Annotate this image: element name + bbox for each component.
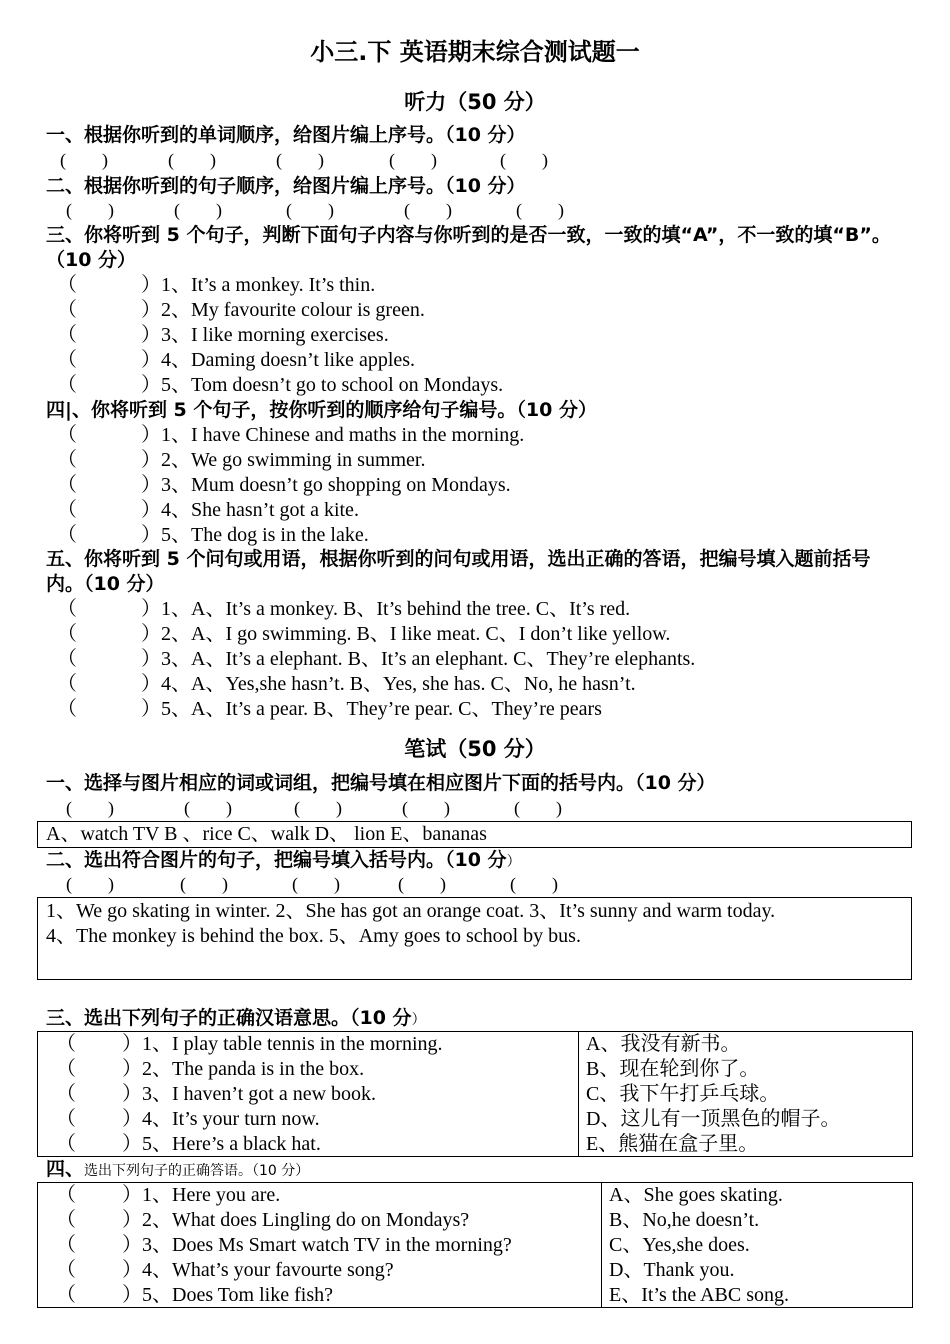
answer-blank[interactable]: （ <box>57 374 77 396</box>
paren-slot[interactable]: ( ) <box>180 874 228 894</box>
answer-blank[interactable]: （ <box>57 499 77 521</box>
answer-parens-row-1 <box>60 150 548 170</box>
answer-option: E、熊猫在盒子里。 <box>586 1133 759 1155</box>
answer-blank[interactable]: （ <box>57 673 77 695</box>
question-line <box>57 273 375 298</box>
paren-slot[interactable]: ( ) <box>292 874 340 894</box>
answer-option: D、这儿有一顶黑色的帽子。 <box>586 1108 841 1130</box>
paren-slot[interactable]: ( ) <box>66 874 114 894</box>
paren-slot[interactable]: ( ) <box>404 200 452 220</box>
paren-slot[interactable]: ( ) <box>66 798 114 818</box>
question-text: ）4、It’s your turn now. <box>122 1108 320 1130</box>
table-row-question <box>56 1057 364 1082</box>
question-text: ）3、I like morning exercises. <box>141 324 389 346</box>
word-options-box <box>37 821 912 848</box>
paren-slot[interactable]: ( ) <box>168 150 216 170</box>
question-text: ）4、A、Yes,she hasn’t. B、Yes, she has. C、No, he hasn’t. <box>141 673 636 695</box>
paren-slot[interactable]: ( ) <box>184 798 232 818</box>
answer-option: A、She goes skating. <box>609 1184 783 1206</box>
question-text: ）1、A、It’s a monkey. B、It’s behind the tree. C、It’s red. <box>141 598 631 620</box>
answer-blank[interactable]: （ <box>57 648 77 670</box>
question-line <box>57 498 359 523</box>
question-text: ）4、What’s your favourte song? <box>122 1259 394 1281</box>
question-text: ）5、Here’s a black hat. <box>122 1133 321 1155</box>
table-row-question <box>56 1283 333 1308</box>
answer-option: E、It’s the ABC song. <box>609 1284 790 1306</box>
listening-section-4-label: 四|、你将听到 5 个句子，按你听到的顺序给句子编号。（10 分） <box>46 399 597 421</box>
answer-blank[interactable]: （ <box>57 424 77 446</box>
question-text: ）4、She hasn’t got a kite. <box>141 499 359 521</box>
answer-blank[interactable]: （ <box>57 299 77 321</box>
answer-blank[interactable]: （ <box>57 698 77 720</box>
question-text: ）2、A、I go swimming. B、I like meat. C、I don’t like yellow. <box>141 623 671 645</box>
listening-section-2-label: 二、根据你听到的句子顺序，给图片编上序号。（10 分） <box>46 175 526 197</box>
question-line <box>57 323 389 348</box>
answer-parens-row-2 <box>66 200 564 220</box>
answer-blank[interactable]: （ <box>56 1058 76 1080</box>
listening-heading: 听力（50 分） <box>404 90 546 114</box>
answer-option: C、Yes,she does. <box>609 1234 750 1256</box>
paren-slot[interactable]: ( ) <box>500 150 548 170</box>
paren-slot[interactable]: ( ) <box>174 200 222 220</box>
answer-blank[interactable]: （ <box>56 1133 76 1155</box>
sentence-options-box <box>37 897 912 980</box>
paren-slot[interactable]: ( ) <box>389 150 437 170</box>
answer-blank[interactable]: （ <box>56 1108 76 1130</box>
paren-slot[interactable]: ( ) <box>286 200 334 220</box>
writing-section-3-label: 三、选出下列句子的正确汉语意思。（10 分） <box>46 1007 426 1029</box>
question-text: ）3、Mum doesn’t go shopping on Mondays. <box>141 474 511 496</box>
table-row-question <box>56 1183 280 1208</box>
question-text: ）3、A、It’s a elephant. B、It’s an elephant. C、They’re elephants. <box>141 648 696 670</box>
answer-blank[interactable]: （ <box>56 1259 76 1281</box>
answer-blank[interactable]: （ <box>57 274 77 296</box>
table-row-question <box>56 1233 512 1258</box>
paren-slot[interactable]: ( ) <box>60 150 108 170</box>
question-text: ）4、Daming doesn’t like apples. <box>141 349 416 371</box>
answer-blank[interactable]: （ <box>57 449 77 471</box>
question-line <box>57 597 630 622</box>
paren-slot[interactable]: ( ) <box>294 798 342 818</box>
answer-match-table <box>37 1182 913 1308</box>
answer-parens-row-4 <box>66 874 558 894</box>
question-text: ）5、Tom doesn’t go to school on Mondays. <box>141 374 504 396</box>
answer-parens-row-3 <box>66 798 562 818</box>
table-row-question <box>56 1208 469 1233</box>
answer-blank[interactable]: （ <box>56 1284 76 1306</box>
question-text: ）3、Does Ms Smart watch TV in the morning? <box>122 1234 512 1256</box>
question-line <box>57 348 415 373</box>
paren-slot[interactable]: ( ) <box>402 798 450 818</box>
table-row-question <box>56 1107 320 1132</box>
question-line <box>57 697 602 722</box>
writing-section-1-label: 一、选择与图片相应的词或词组，把编号填在相应图片下面的括号内。（10 分） <box>46 772 716 794</box>
answer-blank[interactable]: （ <box>57 474 77 496</box>
question-line <box>57 622 670 647</box>
table-row-question <box>56 1032 443 1057</box>
question-text: ）3、I haven’t got a new book. <box>122 1083 377 1105</box>
answer-blank[interactable]: （ <box>56 1083 76 1105</box>
question-text: ）5、Does Tom like fish? <box>122 1284 333 1306</box>
question-line <box>57 473 511 498</box>
question-text: ）1、I have Chinese and maths in the morning. <box>141 424 525 446</box>
question-text: ）1、Here you are. <box>122 1184 281 1206</box>
listening-section-1-label: 一、根据你听到的单词顺序，给图片编上序号。（10 分） <box>46 124 526 146</box>
word-options: A、watch TV B 、rice C、walk D、 lion E、bananas <box>46 823 487 845</box>
answer-option: A、我没有新书。 <box>586 1033 741 1055</box>
table-row-question <box>56 1132 321 1157</box>
writing-section-2-label: 二、选出符合图片的句子，把编号填入括号内。（10 分） <box>46 849 521 871</box>
answer-option: D、Thank you. <box>609 1259 735 1281</box>
listening-section-5-label: 五、你将听到 5 个问句或用语，根据你听到的问句或用语，选出正确的答语，把编号填入题前括号内。（10 分） <box>46 548 871 595</box>
answer-option: C、我下午打乒乓球。 <box>586 1083 780 1105</box>
question-text: ）5、The dog is in the lake. <box>141 524 369 546</box>
question-text: ）2、What does Lingling do on Mondays? <box>122 1209 470 1231</box>
question-line <box>57 423 524 448</box>
paren-slot[interactable]: ( ) <box>276 150 324 170</box>
translation-match-table <box>37 1031 913 1157</box>
paren-slot[interactable]: ( ) <box>66 200 114 220</box>
paren-slot[interactable]: ( ) <box>510 874 558 894</box>
paren-slot[interactable]: ( ) <box>398 874 446 894</box>
answer-blank[interactable]: （ <box>57 324 77 346</box>
question-text: ）1、I play table tennis in the morning. <box>122 1033 443 1055</box>
answer-blank[interactable]: （ <box>56 1184 76 1206</box>
answer-blank[interactable]: （ <box>57 598 77 620</box>
paren-slot[interactable]: ( ) <box>514 798 562 818</box>
answer-option: B、现在轮到你了。 <box>586 1058 760 1080</box>
question-text: ）1、It’s a monkey. It’s thin. <box>141 274 376 296</box>
question-text: ）2、The panda is in the box. <box>122 1058 365 1080</box>
listening-section-3-label: 三、你将听到 5 个句子，判断下面句子内容与你听到的是否一致，一致的填“A”，不一致的填“B”。（10 分） <box>46 224 891 271</box>
answer-blank[interactable]: （ <box>56 1234 76 1256</box>
sentence-options-line-1: 1、We go skating in winter. 2、She has got an orange coat. 3、It’s sunny and warm today. <box>46 900 776 922</box>
page-title: 小三.下 英语期末综合测试题一 <box>310 38 640 66</box>
question-line <box>57 647 695 672</box>
answer-blank[interactable]: （ <box>56 1209 76 1231</box>
question-line <box>57 448 426 473</box>
question-text: ）2、We go swimming in summer. <box>141 449 426 471</box>
table-row-question <box>56 1258 394 1283</box>
paren-slot[interactable]: ( ) <box>516 200 564 220</box>
question-line <box>57 523 369 548</box>
answer-option: B、No,he doesn’t. <box>609 1209 760 1231</box>
question-line <box>57 672 636 697</box>
answer-blank[interactable]: （ <box>57 349 77 371</box>
table-row-question <box>56 1082 376 1107</box>
sentence-options-line-2: 4、The monkey is behind the box. 5、Amy goes to school by bus. <box>46 925 581 947</box>
answer-blank[interactable]: （ <box>57 623 77 645</box>
question-line <box>57 298 425 323</box>
question-line <box>57 373 503 398</box>
answer-blank[interactable]: （ <box>57 524 77 546</box>
answer-blank[interactable]: （ <box>56 1033 76 1055</box>
writing-section-4-label: 四、选出下列句子的正确答语。（10 分） <box>46 1158 310 1180</box>
question-text: ）5、A、It’s a pear. B、They’re pear. C、They’re pears <box>141 698 602 720</box>
question-text: ）2、My favourite colour is green. <box>141 299 425 321</box>
writing-heading: 笔试（50 分） <box>404 737 546 761</box>
